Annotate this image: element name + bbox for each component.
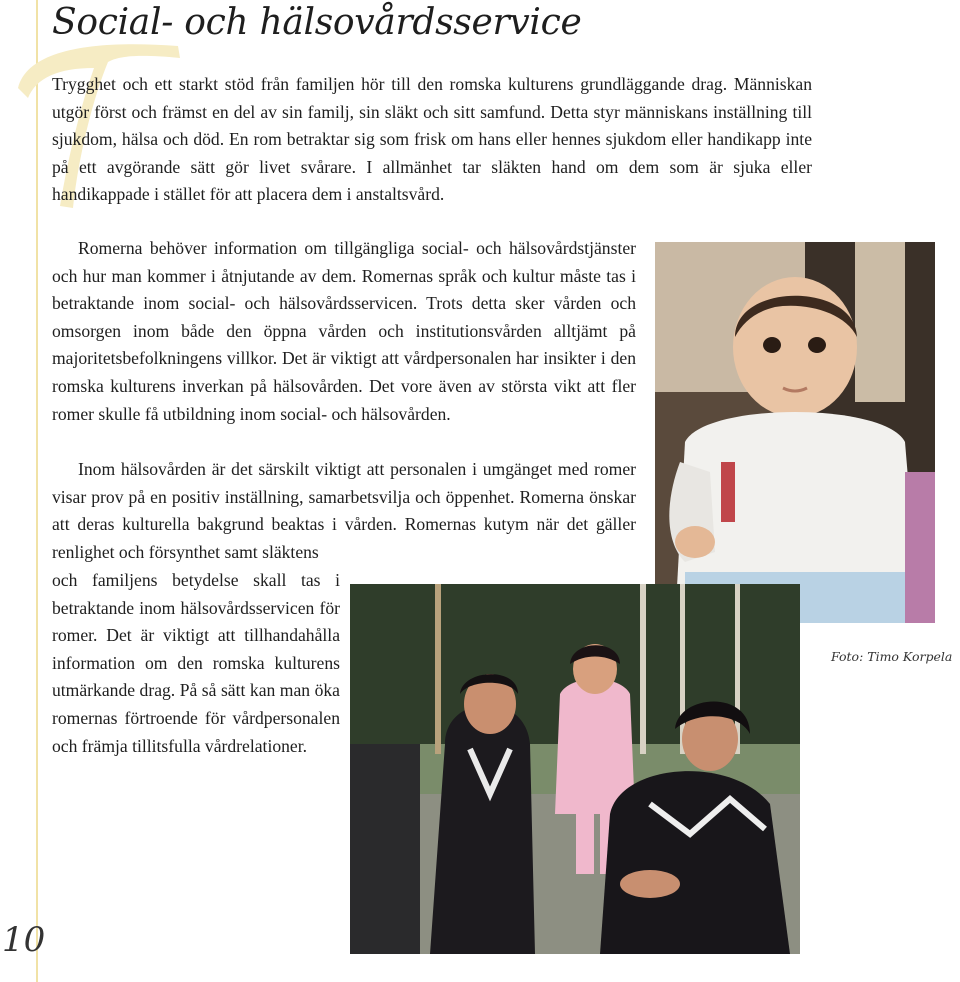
photo-credit: Foto: Timo Korpela [831,649,953,664]
body-paragraph-2: Romerna behöver information om tillgängliga social- och hälsovårdstjänster och hur man kommer i åtnjutande av dem. Romernas språk och kultur måste tas i betraktande inom social- och hälsovårdsservicen. Trots detta sker vården och omsorgen inom både den öppna vården och institutionsvården alltjämt på majoritetsbefolkningens villkor. Det är viktigt att vårdpersonalen har insikter i den romska kulturens inverkan på hälsovården. Det vore även av största vikt att fler romer skulle få utbildning inom social- och hälsovården. [52,238,636,424]
page-title: Social- och hälsovårdsservice [52,2,582,43]
women-and-child-photo [350,584,800,954]
body-paragraph-4: och familjens betydelse skall tas i betraktande inom hälsovårdsservicen för romer. Det är viktigt att tillhandahålla information om den romska kulturens utmärkande drag. På så sätt kan man öka romernas förtroende för vårdpersonalen och främja tillitsfulla vårdrelationer. [52,570,340,756]
body-paragraph-3: Inom hälsovården är det särskilt viktigt att personalen i umgänget med romer visar prov på en positiv inställning, samarbetsvilja och öppenhet. Romerna önskar att deras kulturella bakgrund beaktas i vården. Romernas kutym när det gäller renlighet och försynthet samt släktens [52,459,636,562]
page-number: 10 [2,920,46,960]
body-paragraph-1: Trygghet och ett starkt stöd från familjen hör till den romska kulturens grundläggande drag. Människan utgör först och främst en del av sin familj, sin släkt och sitt samfund. Detta styr människans inställning till sjukdom, hälsa och död. En rom betraktar sig som frisk om hans eller hennes sjukdom eller handikapp inte på ett avgörande sätt gör livet svårare. I allmänhet tar släkten hand om dem som är sjuka eller handikappade i stället för att placera dem i anstaltsvård. [52,74,812,205]
baby-photo [655,242,935,623]
